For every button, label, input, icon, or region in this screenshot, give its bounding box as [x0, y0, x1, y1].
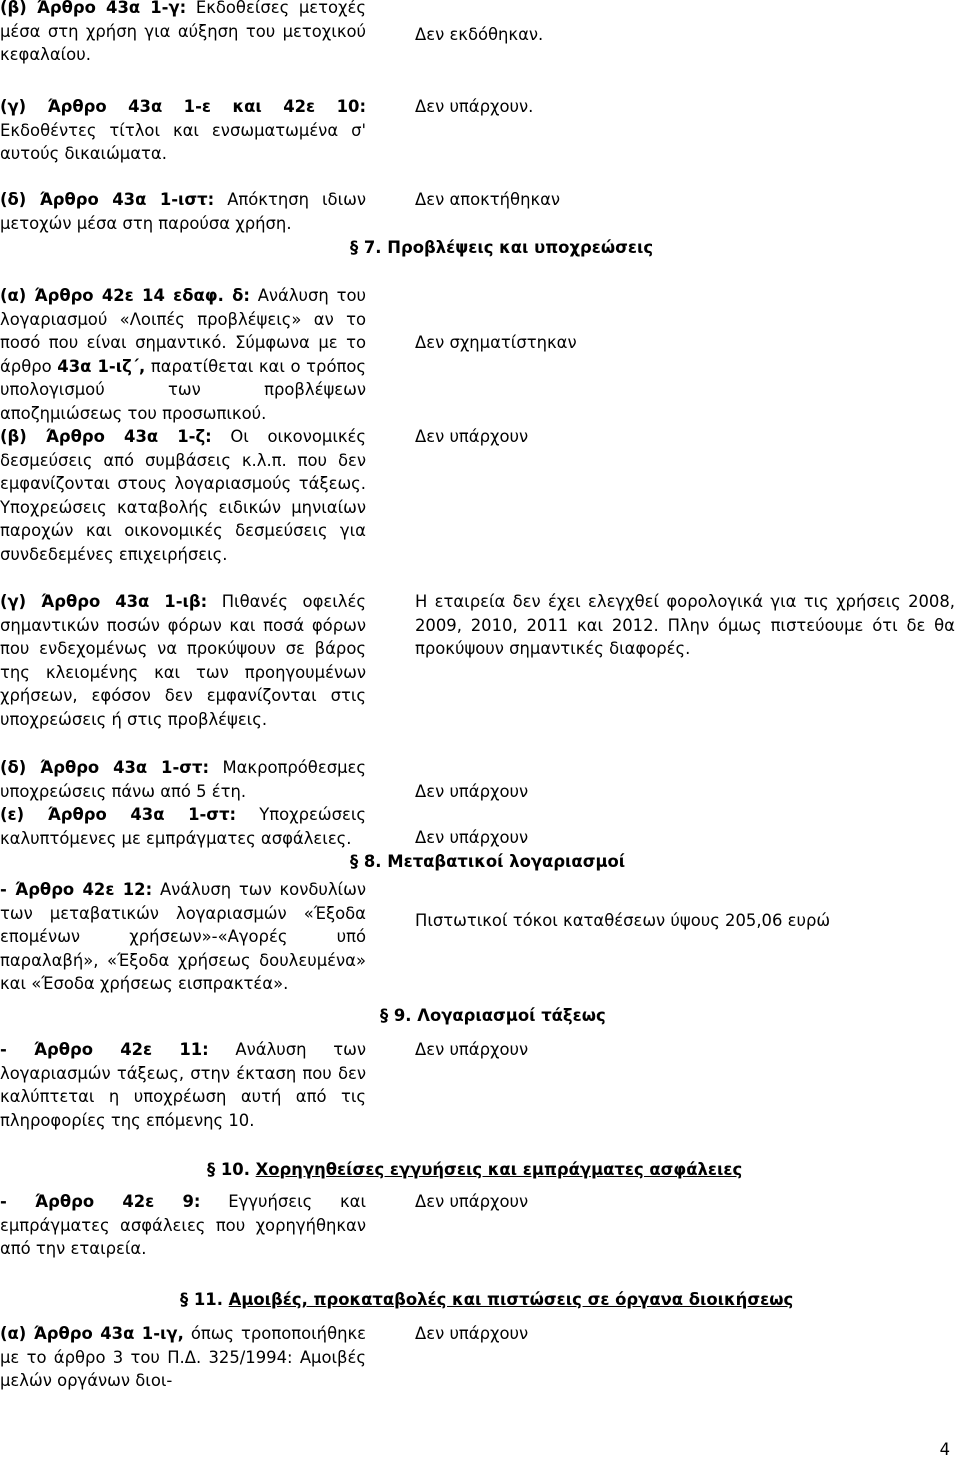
answer-remuneration: Δεν υπάρχουν — [415, 1324, 529, 1343]
answer-secured: Δεν υπάρχουν — [415, 828, 529, 847]
section-heading-10: § 10. Χορηγηθείσες εγγυήσεις και εμπράγματες ασφάλειες — [207, 1160, 743, 1179]
note-a-43a-1ig: (α) Άρθρο 43α 1-ιγ, όπως τροποποιήθηκε με το άρθρο 3 του Π.Δ. 325/1994: Αμοιβές μελών οργάνων διοι- — [0, 1324, 367, 1390]
section-heading-9: § 9. Λογαριασμοί τάξεως — [380, 1006, 606, 1025]
answer-own-shares: Δεν αποκτήθηκαν — [415, 190, 561, 209]
note-b-43a-1g: (β) Άρθρο 43α 1-γ: Εκδοθείσες μετοχές μέσα στη χρήση για αύξηση του μετοχικού κεφαλαίου. — [0, 0, 367, 64]
section-heading-7: § 7. Προβλέψεις και υποχρεώσεις — [350, 238, 654, 257]
answer-guarantees: Δεν υπάρχουν — [415, 1192, 529, 1211]
note-b-43a-1z: (β) Άρθρο 43α 1-ζ: Οι οικονομικές δεσμεύσεις από συμβάσεις κ.λ.π. που δεν εμφανίζονται στους λογαριασμούς τάξεως. Υποχρεώσεις καταβολής ειδικών μηνιαίων παροχών και οικονομικές δεσμεύσεις για συνδεδεμένες επιχειρήσεις. — [0, 427, 367, 564]
note-42e-9: - Άρθρο 42ε 9: Εγγυήσεις και εμπράγματες ασφάλειες που χορηγήθηκαν από την εταιρεία. — [0, 1192, 367, 1258]
section-heading-8: § 8. Μεταβατικοί λογαριασμοί — [350, 852, 626, 871]
answer-accruals: Πιστωτικοί τόκοι καταθέσεων ύψους 205,06 ευρώ — [415, 911, 831, 930]
note-42e-11: - Άρθρο 42ε 11: Ανάλυση των λογαριασμών τάξεως, στην έκταση που δεν καλύπτεται η υποχρέωση αυτή από τις πληροφορίες της επόμενης 10. — [0, 1040, 366, 1130]
note-g-43a-1ib: (γ) Άρθρο 43α 1-ιβ: Πιθανές οφειλές σημαντικών ποσών φόρων και ποσά φόρων που ενδεχομένως να προκύψουν σε βάρος της κλειομένης και των προηγουμένων χρήσεων, εφόσον δεν εμφανίζονται στις υποχρεώσεις ή στις προβλέψεις. — [0, 592, 366, 729]
note-g-43a-1e: (γ) Άρθρο 43α 1-ε και 42ε 10: Εκδοθέντες τίτλοι και ενσωματωμένα σ' αυτούς δικαιώματα. — [0, 97, 366, 163]
note-42e-12: - Άρθρο 42ε 12: Ανάλυση των κονδυλίων των μεταβατικών λογαριασμών «Έξοδα επομένων χρήσεων»-«Αγορές υπό παραλαβή», «Έξοδα χρήσεως δουλευμένα» και «Έσοδα χρήσεως εισπρακτέα». — [0, 880, 366, 993]
answer-long-term: Δεν υπάρχουν — [415, 782, 529, 801]
answer-tax: Η εταιρεία δεν έχει ελεγχθεί φορολογικά για τις χρήσεις 2008, 2009, 2010, 2011 και 2012. Πλην όμως πιστεύουμε ότι δε θα προκύψουν σημαντικές διαφορές. — [415, 592, 955, 658]
section-heading-11: § 11. Αμοιβές, προκαταβολές και πιστώσεις σε όργανα διοικήσεως — [180, 1290, 794, 1309]
answer-titles: Δεν υπάρχουν. — [415, 97, 534, 116]
note-d-43a-1st: (δ) Άρθρο 43α 1-στ: Μακροπρόθεσμες υποχρεώσεις πάνω από 5 έτη. — [0, 758, 366, 801]
answer-provisions: Δεν σχηματίστηκαν — [415, 333, 577, 352]
note-d-43a-1ist: (δ) Άρθρο 43α 1-ιστ: Απόκτηση ιδιων μετοχών μέσα στη παρούσα χρήση. — [0, 190, 366, 233]
note-e-43a-1st: (ε) Άρθρο 43α 1-στ: Υποχρεώσεις καλυπτόμενες με εμπράγματες ασφάλειες. — [0, 805, 366, 848]
answer-memo: Δεν υπάρχουν — [415, 1040, 529, 1059]
answer-shares-issued: Δεν εκδόθηκαν. — [415, 25, 544, 44]
page-number: 4 — [939, 1440, 950, 1459]
note-a-42e-14: (α) Άρθρο 42ε 14 εδαφ. δ: Ανάλυση του λογαριασμού «Λοιπές προβλέψεις» αν το ποσό που είναι σημαντικό. Σύμφωνα με το άρθρο 43α 1-ιζ΄, παρατίθεται και ο τρόπος υπολογισμού των προβλέψεων αποζημιώσεως του προσωπικού. — [0, 286, 366, 423]
answer-commitments: Δεν υπάρχουν — [415, 427, 529, 446]
